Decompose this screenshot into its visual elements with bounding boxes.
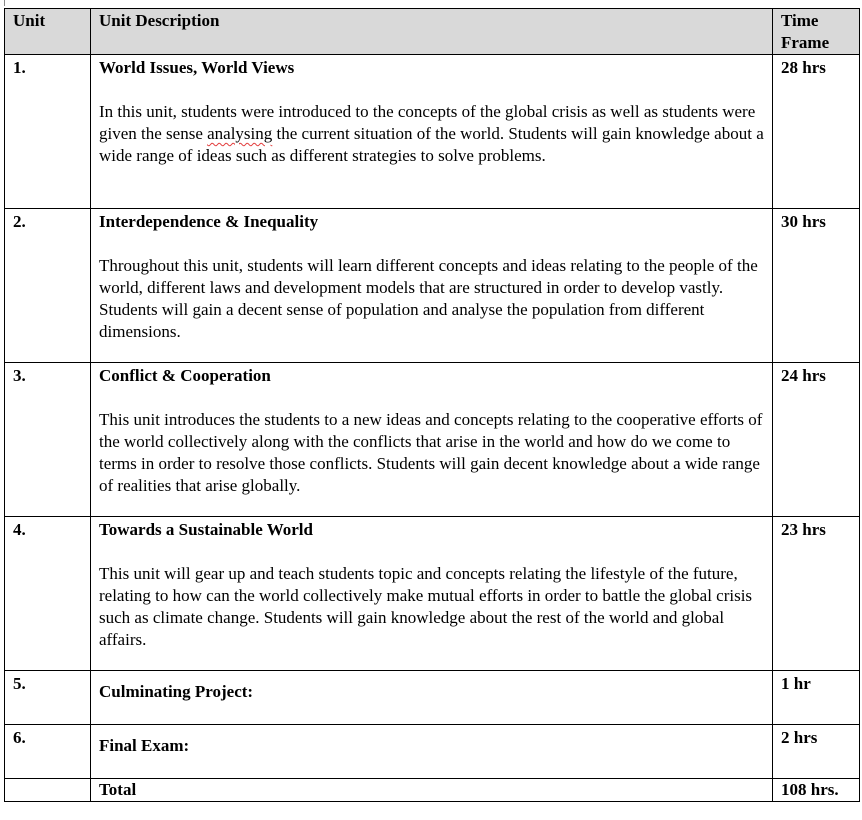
- unit-number: 4.: [5, 517, 91, 671]
- unit-number: 1.: [5, 55, 91, 209]
- page-corner-mark: [0, 0, 5, 6]
- table-header-row: [5, 9, 860, 55]
- unit-title: Towards a Sustainable World: [99, 520, 313, 539]
- unit-description-cell: [91, 671, 773, 725]
- unit-title: Interdependence & Inequality: [99, 212, 319, 231]
- total-label: Total: [91, 779, 773, 802]
- unit-table: [4, 8, 860, 802]
- unit-time: 28 hrs: [773, 55, 860, 209]
- unit-description-cell: [91, 517, 773, 671]
- unit-title: Final Exam:: [99, 736, 190, 755]
- unit-number: 3.: [5, 363, 91, 517]
- table-row: [5, 209, 860, 363]
- total-unit-cell: [5, 779, 91, 802]
- total-time: 108 hrs.: [773, 779, 860, 802]
- table-row: [5, 671, 860, 725]
- unit-title: Conflict & Cooperation: [99, 366, 271, 385]
- header-time-frame: Time Frame: [773, 9, 860, 55]
- table-row: [5, 517, 860, 671]
- unit-description-cell: [91, 55, 773, 209]
- unit-title: Culminating Project:: [99, 682, 254, 701]
- unit-time: 2 hrs: [773, 725, 860, 779]
- table-row: [5, 725, 860, 779]
- unit-number: 5.: [5, 671, 91, 725]
- total-row: [5, 779, 860, 802]
- unit-description: This unit will gear up and teach students topic and concepts relating the lifestyle of the future, relating to how can the world collectively make mutual efforts in order to battle the global crisis such as climate change. Students will gain knowledge about the rest of the world and global affairs.: [99, 564, 753, 649]
- unit-description-cell: [91, 725, 773, 779]
- unit-time: 23 hrs: [773, 517, 860, 671]
- header-unit: Unit: [5, 9, 91, 55]
- unit-description-part: In this unit, students were introduced to the concepts of the global crisis as well as students were given the sense: [99, 102, 756, 143]
- spellcheck-flagged-word[interactable]: analysing: [207, 124, 273, 143]
- unit-time: 1 hr: [773, 671, 860, 725]
- unit-description: Throughout this unit, students will learn different concepts and ideas relating to the people of the world, different laws and development models that are structured in order to develop vastly. Students will gain a decent sense of population and analyse the population from different dimensions.: [99, 256, 758, 341]
- unit-description-part: the current situation of the world. Students will gain knowledge about a wide range of ideas such as different strategies to solve problems.: [99, 124, 764, 165]
- unit-description: [99, 101, 764, 167]
- table-row: [5, 363, 860, 517]
- header-description: Unit Description: [91, 9, 773, 55]
- unit-number: 6.: [5, 725, 91, 779]
- unit-time: 24 hrs: [773, 363, 860, 517]
- unit-description: This unit introduces the students to a new ideas and concepts relating to the cooperative efforts of the world collectively along with the conflicts that arise in the world and how do we come to terms in order to resolve those conflicts. Students will gain decent knowledge about a wide range of realities that arise globally.: [99, 410, 763, 495]
- unit-number: 2.: [5, 209, 91, 363]
- unit-description-cell: [91, 209, 773, 363]
- unit-title: World Issues, World Views: [99, 58, 295, 77]
- table-row: [5, 55, 860, 209]
- unit-time: 30 hrs: [773, 209, 860, 363]
- unit-description-cell: [91, 363, 773, 517]
